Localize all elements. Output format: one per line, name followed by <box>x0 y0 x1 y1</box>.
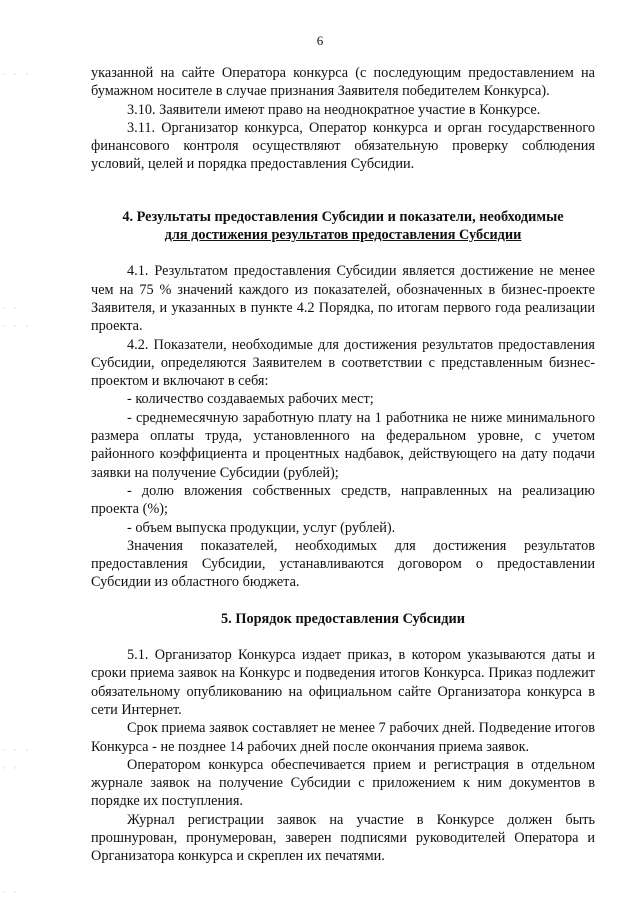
paragraph-indicator-values: Значения показателей, необходимых для достижения результатов предоставления Субсидии, устанавливаются договором о предоставлении Субсидии из областного бюджета. <box>91 537 595 591</box>
indicator-list-item: - долю вложения собственных средств, направленных на реализацию проекта (%); <box>91 482 595 518</box>
paragraph-registration: Оператором конкурса обеспечивается прием и регистрация в отдельном журнале заявок на получение Субсидии с приложением к ним документов в порядке их поступления. <box>91 756 595 810</box>
paragraph-3-11: 3.11. Организатор конкурса, Оператор конкурса и орган государственного финансового контроля осуществляют обязательную проверку соблюдения условий, целей и порядка предоставления Субсидии. <box>91 119 595 173</box>
paragraph-3-9-continuation: указанной на сайте Оператора конкурса (с последующим предоставлением на бумажном носителе в случае признания Заявителя победителем Конкурса). <box>91 65 595 100</box>
section-4-heading-line2: для достижения результатов предоставления Субсидии <box>164 227 522 244</box>
document-body <box>91 64 595 866</box>
scan-edge-mark: · · <box>2 764 20 774</box>
scan-edge-mark: · · <box>2 304 20 314</box>
indicator-list-item: - среднемесячную заработную плату на 1 работника не ниже минимального размера оплаты труда, установленного на федеральном уровне, с учетом районного коэффициента и процентных надбавок, действующего на дату подачи заявки на получение Субсидии (рублей); <box>91 409 595 481</box>
section-4-heading <box>91 208 595 245</box>
scan-edge-mark: · · · <box>2 70 32 80</box>
indicator-list-item: - количество создаваемых рабочих мест; <box>127 391 374 408</box>
indicator-list-item: - объем выпуска продукции, услуг (рублей). <box>127 519 396 536</box>
paragraph-4-1: 4.1. Результатом предоставления Субсидии является достижение не менее чем на 75 % значений каждого из показателей, обозначенных в бизнес-проекте Заявителя, и указанных в пункте 4.2 Порядка, по итогам первого года реализации проекта. <box>91 263 595 335</box>
paragraph-5-1: 5.1. Организатор Конкурса издает приказ, в котором указываются даты и сроки приема заявок на Конкурс и подведения итогов Конкурса. Приказ подлежит обязательному опубликованию на официальном сайте Организатора конкурса в сети Интернет. <box>91 647 595 718</box>
scan-edge-mark: · · · <box>2 322 32 332</box>
paragraph-application-period: Срок приема заявок составляет не менее 7 рабочих дней. Подведение итогов Конкурса - не позднее 14 рабочих дней после окончания приема заявок. <box>91 720 595 755</box>
paragraph-3-10: 3.10. Заявители имеют право на неоднократное участие в Конкурсе. <box>127 101 541 118</box>
section-5-heading: 5. Порядок предоставления Субсидии <box>221 610 465 627</box>
scan-edge-mark: · · · <box>2 746 32 756</box>
section-4-heading-line1: 4. Результаты предоставления Субсидии и показатели, необходимые <box>122 208 564 225</box>
paragraph-4-2: 4.2. Показатели, необходимые для достижения результатов предоставления Субсидии, определяются Заявителем в соответствии с представленным бизнес-проектом и включают в себя: <box>91 336 595 390</box>
paragraph-journal: Журнал регистрации заявок на участие в Конкурсе должен быть прошнурован, пронумерован, заверен подписями руководителей Оператора и Организатора конкурса и скреплен их печатями. <box>91 811 595 865</box>
scan-edge-mark: · · <box>2 888 20 898</box>
page-number: 6 <box>316 33 324 48</box>
